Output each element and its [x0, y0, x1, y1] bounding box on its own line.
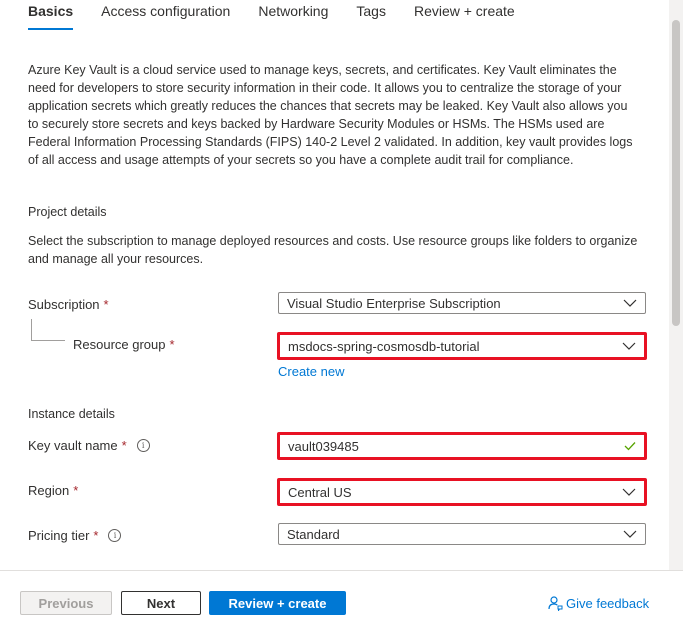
give-feedback-label: Give feedback: [566, 595, 650, 611]
key-vault-name-input[interactable]: [277, 432, 647, 460]
required-marker: *: [103, 297, 109, 312]
required-marker: *: [93, 528, 99, 543]
required-marker: *: [73, 483, 79, 498]
tab-access-configuration[interactable]: Access configuration: [101, 3, 231, 19]
chevron-down-icon: [622, 342, 636, 350]
subscription-label: [28, 297, 109, 312]
chevron-down-icon: [623, 530, 637, 538]
project-details-text: Select the subscription to manage deployed resources and costs. Use resource groups like folders to organize and manage all your resources.: [28, 234, 638, 266]
pricing-tier-select[interactable]: [278, 523, 646, 545]
resource-group-label: [73, 337, 175, 352]
subscription-label-text: Subscription: [28, 297, 100, 312]
chevron-down-icon: [622, 488, 636, 496]
tab-tags[interactable]: Tags: [356, 3, 386, 19]
required-marker: *: [121, 438, 127, 453]
scrollbar-thumb[interactable]: [672, 20, 680, 326]
tab-bar: [28, 0, 543, 30]
region-value: Central US: [288, 484, 352, 500]
region-label-text: Region: [28, 483, 70, 498]
checkmark-icon: [624, 441, 636, 451]
vertical-scrollbar[interactable]: [669, 0, 683, 570]
subscription-select[interactable]: [278, 292, 646, 314]
tree-connector: [31, 319, 65, 341]
info-icon[interactable]: i: [137, 439, 150, 452]
tab-basics[interactable]: Basics: [28, 0, 73, 30]
instance-details-title: Instance details: [28, 407, 115, 421]
pricing-tier-label: [28, 528, 121, 543]
chevron-down-icon: [623, 299, 637, 307]
key-vault-name-value: vault039485: [288, 438, 359, 454]
key-vault-name-label: [28, 438, 150, 453]
resource-group-value: msdocs-spring-cosmosdb-tutorial: [288, 338, 480, 354]
resource-group-select[interactable]: [277, 332, 647, 360]
feedback-person-icon: [548, 595, 564, 611]
project-details-title: Project details: [28, 205, 107, 219]
required-marker: *: [169, 337, 175, 352]
subscription-value: Visual Studio Enterprise Subscription: [287, 295, 501, 311]
resource-group-label-text: Resource group: [73, 337, 166, 352]
next-button[interactable]: Next: [121, 591, 201, 615]
tab-networking[interactable]: Networking: [258, 3, 329, 19]
previous-button[interactable]: Previous: [20, 591, 112, 615]
pricing-tier-value: Standard: [287, 526, 340, 542]
key-vault-description: Azure Key Vault is a cloud service used to manage keys, secrets, and certificates. Key Vault eliminates the need for developers to store security information in their code. It allows you to centralize the storage of your application secrets which greatly reduces the chances that secrets may be leaked. Key Vault also allows you to securely store secrets and keys backed by Hardware Security Modules or HSMs. The HSMs used are Federal Information Processing Standards (FIPS) 140-2 Level 2 validated. In addition, key vault provides logs of all access and usage attempts of your secrets so you have a complete audit trail for compliance.: [28, 63, 633, 167]
info-icon[interactable]: i: [108, 529, 121, 542]
region-select[interactable]: [277, 478, 647, 506]
give-feedback-link[interactable]: [548, 595, 649, 611]
create-new-link[interactable]: Create new: [278, 364, 345, 379]
pricing-tier-label-text: Pricing tier: [28, 528, 90, 543]
region-label: [28, 483, 78, 498]
review-create-button[interactable]: Review + create: [209, 591, 346, 615]
tab-review-create[interactable]: Review + create: [413, 3, 515, 19]
key-vault-name-label-text: Key vault name: [28, 438, 118, 453]
